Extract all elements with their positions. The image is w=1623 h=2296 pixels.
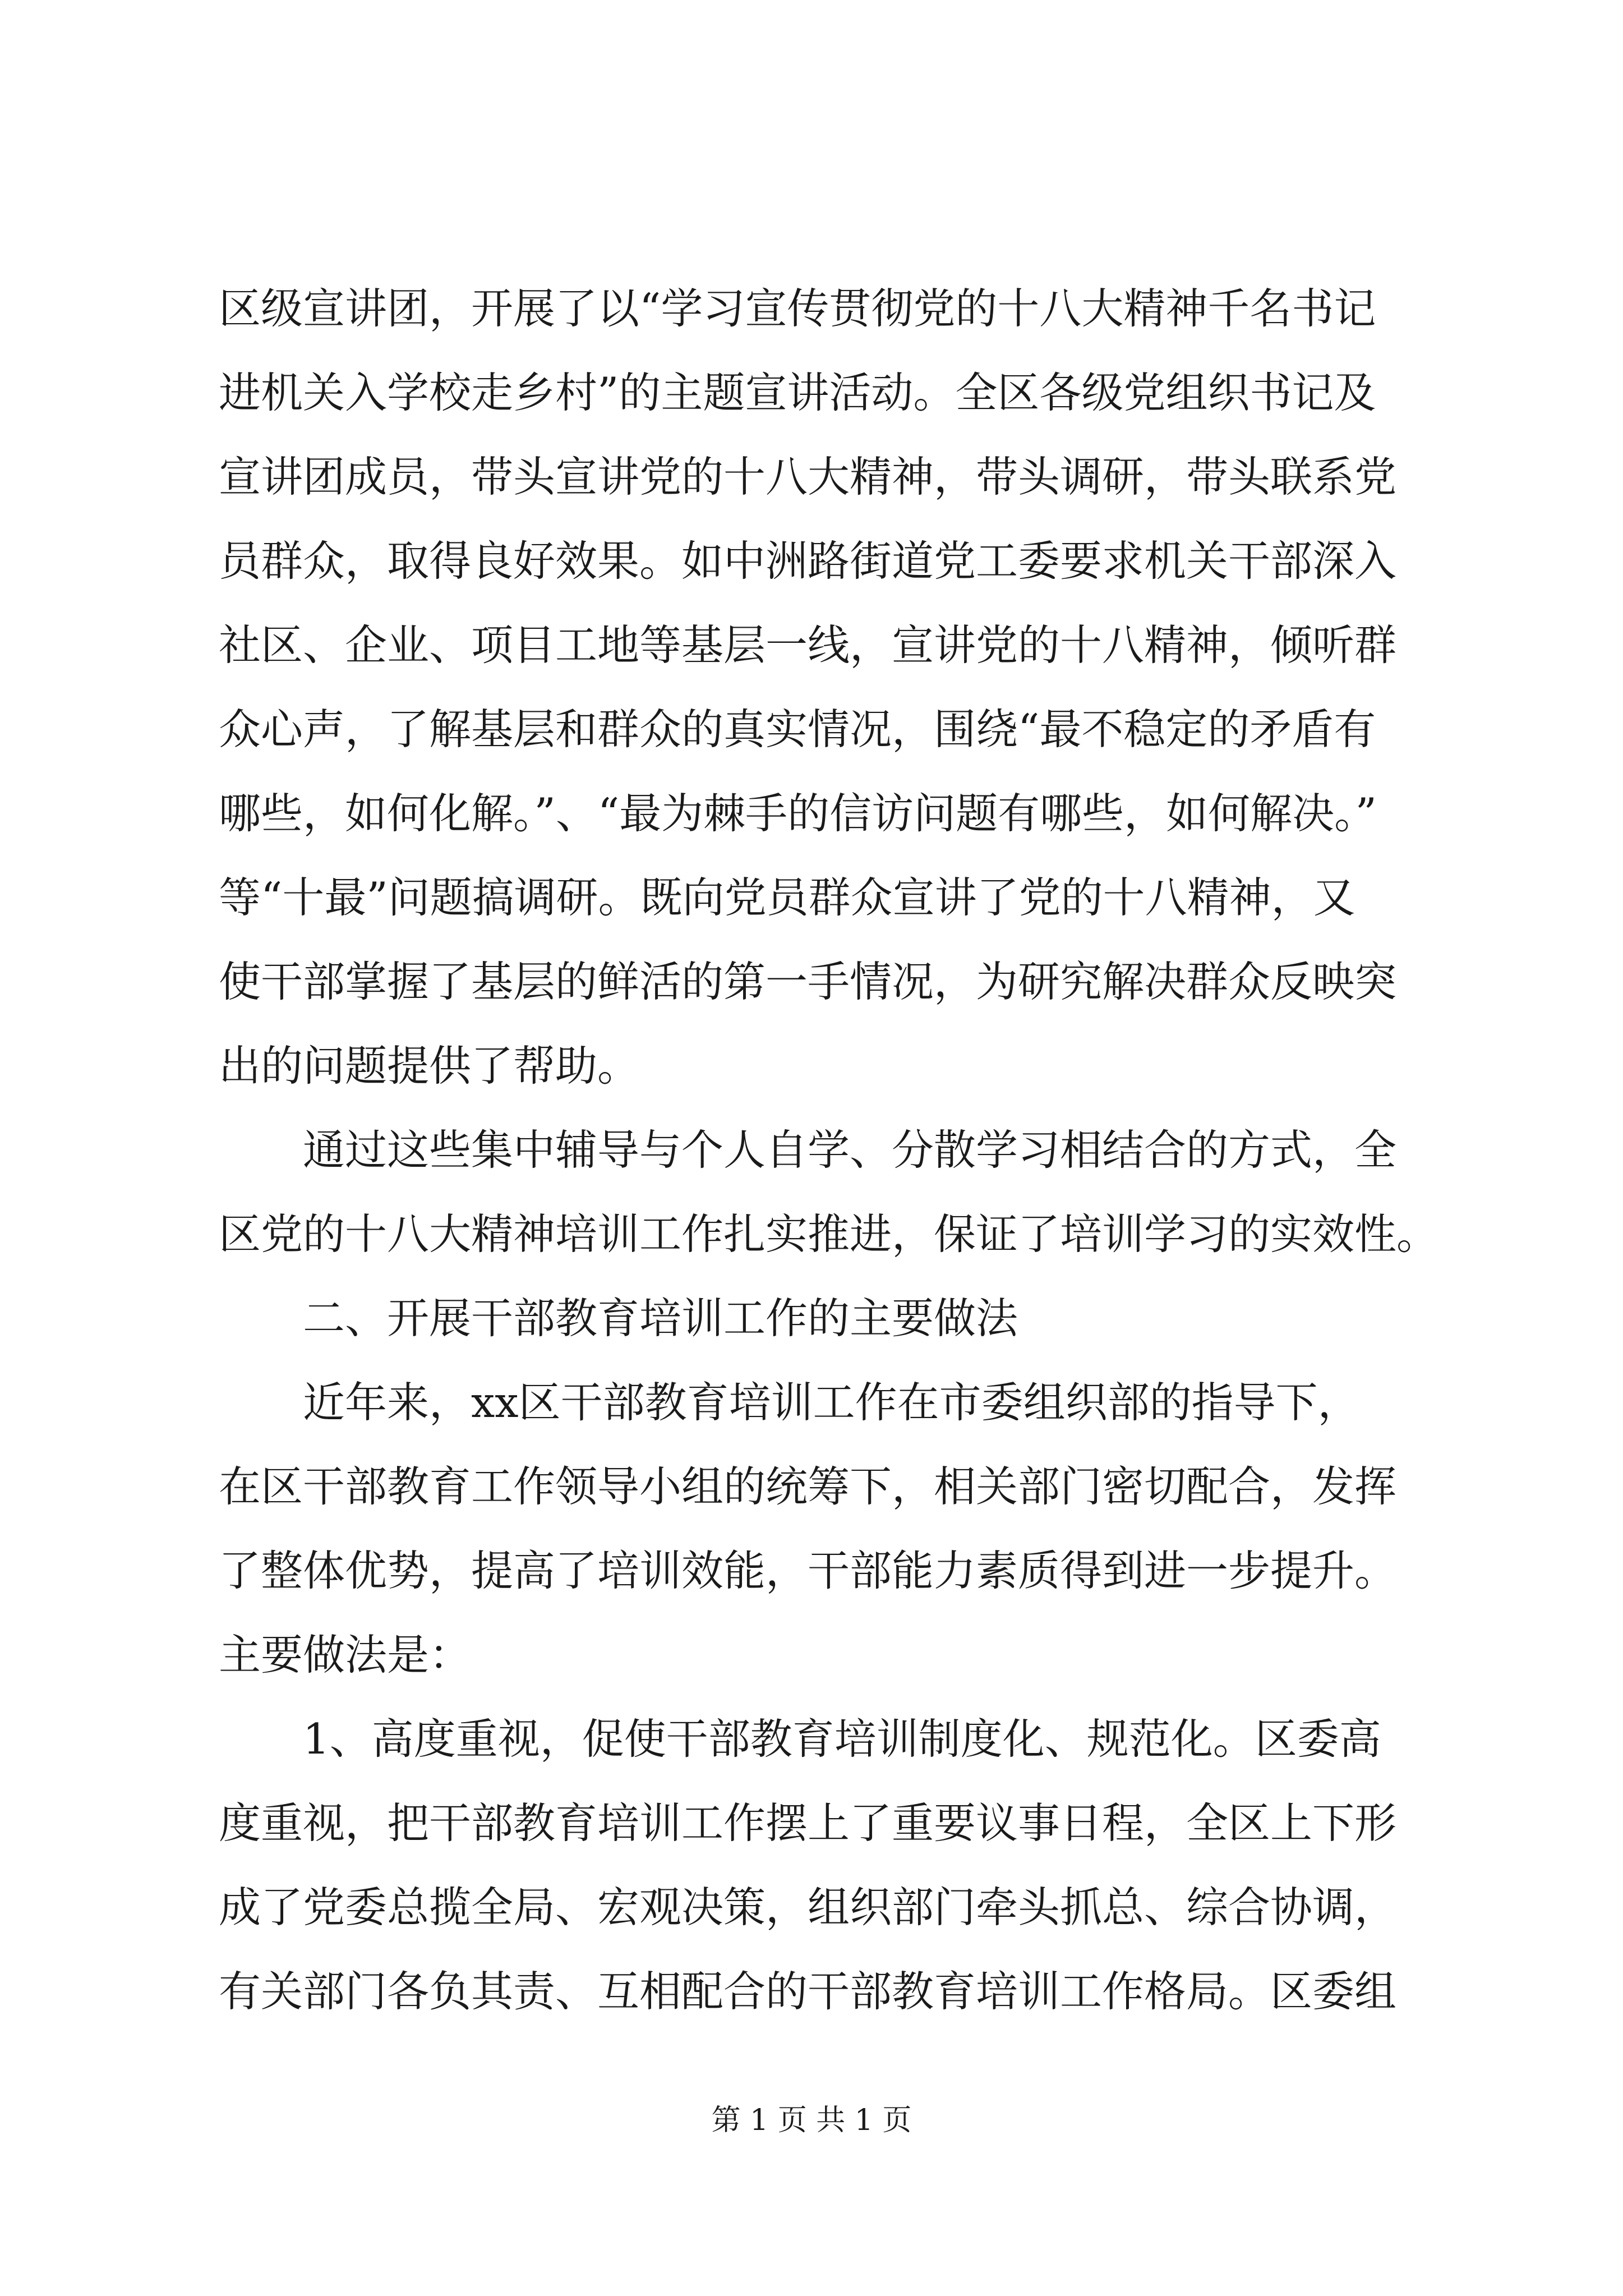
- body-line-2: 进机关入学校走乡村”的主题宣讲活动。全区各级党组织书记及: [219, 368, 1376, 417]
- body-line-12: 区党的十八大精神培训工作扎实推进，保证了培训学习的实效性。: [219, 1209, 1439, 1259]
- body-line-4: 员群众，取得良好效果。如中洲路街道党工委要求机关干部深入: [219, 536, 1397, 586]
- body-line-7: 哪些，如何化解。”、“最为棘手的信访问题有哪些，如何解决。”: [219, 789, 1377, 838]
- body-line-9: 使干部掌握了基层的鲜活的第一手情况，为研究解决群众反映突: [219, 957, 1397, 1006]
- page-number-footer: 第 1 页 共 1 页: [711, 2104, 912, 2137]
- body-line-6: 众心声，了解基层和群众的真实情况，围绕“最不稳定的矛盾有: [219, 705, 1376, 754]
- body-line-8: 等“十最”问题搞调研。既向党员群众宣讲了党的十八精神，又: [219, 873, 1355, 922]
- body-line-10: 出的问题提供了帮助。: [219, 1041, 640, 1091]
- body-line-15: 在区干部教育工作领导小组的统筹下，相关部门密切配合，发挥: [219, 1462, 1397, 1511]
- body-line-3: 宣讲团成员，带头宣讲党的十八大精神，带头调研，带头联系党: [219, 452, 1397, 501]
- paragraph-4-first-line: 1、高度重视，促使干部教育培训制度化、规范化。区委高: [303, 1714, 1381, 1764]
- body-line-20: 成了党委总揽全局、宏观决策，组织部门牵头抓总、综合协调，: [219, 1883, 1397, 1932]
- paragraph-2-first-line: 通过这些集中辅导与个人自学、分散学习相结合的方式，全: [303, 1125, 1397, 1175]
- body-line-21: 有关部门各负其责、互相配合的干部教育培训工作格局。区委组: [219, 1967, 1397, 2016]
- section-heading: 二、开展干部教育培训工作的主要做法: [303, 1294, 1018, 1343]
- body-line-17: 主要做法是：: [219, 1630, 472, 1680]
- body-line-19: 度重视，把干部教育培训工作摆上了重要议事日程，全区上下形: [219, 1798, 1397, 1848]
- body-line-16: 了整体优势，提高了培训效能，干部能力素质得到进一步提升。: [219, 1546, 1397, 1595]
- paragraph-3-first-line: 近年来，xx区干部教育培训工作在市委组织部的指导下，: [303, 1378, 1360, 1427]
- body-line-1: 区级宣讲团，开展了以“学习宣传贯彻党的十八大精神千名书记: [219, 284, 1376, 333]
- body-line-5: 社区、企业、项目工地等基层一线，宣讲党的十八精神，倾听群: [219, 620, 1397, 670]
